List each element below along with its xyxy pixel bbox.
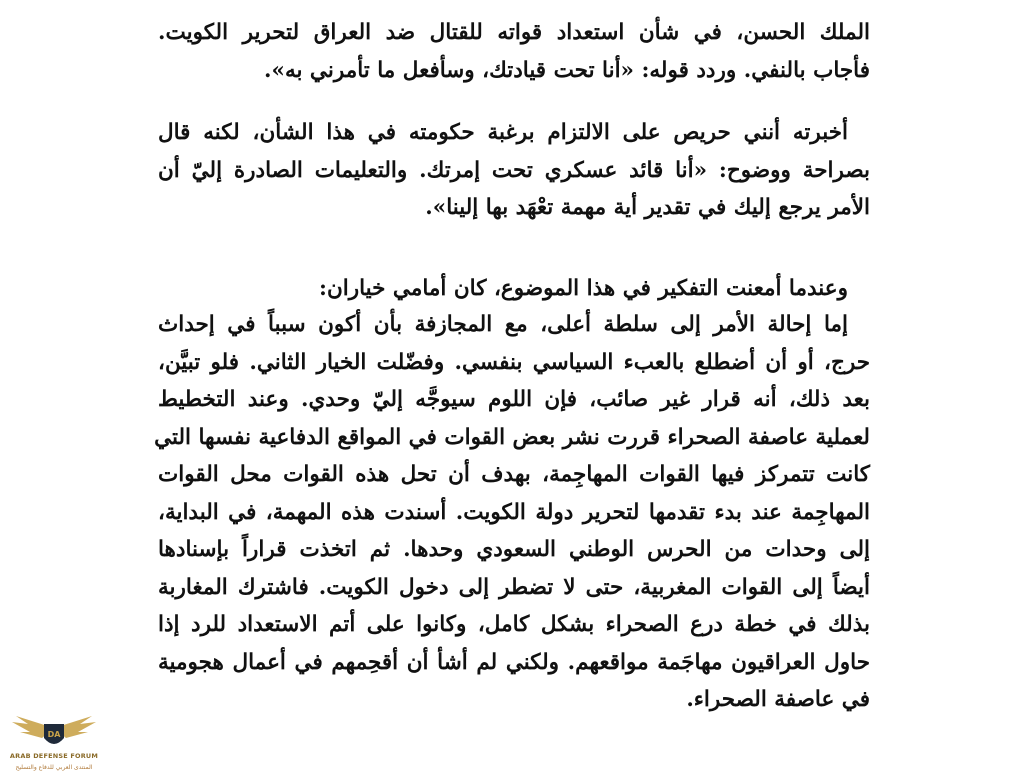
eagle-emblem-icon [6,710,102,754]
paragraph-2 [158,114,870,227]
watermark-subtitle: المنتدى العربي للدفاع والتسليح [15,764,93,771]
paragraph-4 [154,306,870,719]
text-line: إلى وحدات من الحرس الوطني السعودي وحدها. ثم اتخذت قراراً بإسنادها [158,537,870,562]
text-line: إما إحالة الأمر إلى سلطة أعلى، مع المجازفة بأن أكون سبباً في إحداث [158,312,848,337]
text-line: حرج، أو أن أضطلع بالعبء السياسي بنفسي. وفضّلت الخيار الثاني. فلو تبيَّن، [158,349,870,375]
text-line: بعد ذلك، أنه قرار غير صائب، فإن اللوم سيوجَّه إليّ وحدي. وعند التخطيط [158,387,870,412]
svg-text:DA: DA [47,730,61,739]
paragraph-1 [158,14,870,89]
text-line: أخبرته أنني حريص على الالتزام برغبة حكومته في هذا الشأن، لكنه قال [158,120,848,145]
text-line: لعملية عاصفة الصحراء قررت نشر بعض القوات في المواقع الدفاعية نفسها التي [154,424,870,450]
watermark-title: ARAB DEFENSE FORUM [9,752,99,760]
text-line: المهاجِمة عند بدء تقدمها لتحرير دولة الكويت. أسندت هذه المهمة، في البداية، [158,499,870,525]
text-line: كانت تتمركز فيها القوات المهاجِمة، بهدف أن تحل هذه القوات محل القوات [158,462,870,487]
text-line: فأجاب بالنفي. وردد قوله: «أنا تحت قيادتك، وسأفعل ما تأمرني به». [264,57,870,83]
text-line: بصراحة ووضوح: «أنا قائد عسكري تحت إمرتك. والتعليمات الصادرة إليّ أن [158,157,870,183]
text-line: الأمر يرجع إليك في تقدير أية مهمة تعْهَد بها إلينا». [425,195,870,220]
text-line: الملك الحسن، في شأن استعداد قواته للقتال ضد العراق لتحرير الكويت. [158,20,870,45]
text-line: في عاصفة الصحراء. [686,687,870,712]
forum-watermark [6,710,102,776]
text-line: بذلك في خطة درع الصحراء بشكل كامل، وكانوا على أتم الاستعداد للرد إذا [158,612,870,637]
text-line: أيضاً إلى القوات المغربية، حتى لا تضطر إلى دخول الكويت. فاشترك المغاربة [158,574,870,600]
text-line: حاول العراقيون مهاجَمة مواقعهم. ولكني لم أشأ أن أقحِمهم في أعمال هجومية [158,649,870,675]
text-line: وعندما أمعنت التفكير في هذا الموضوع، كان أمامي خياران: [319,276,848,301]
paragraph-3 [158,270,870,308]
